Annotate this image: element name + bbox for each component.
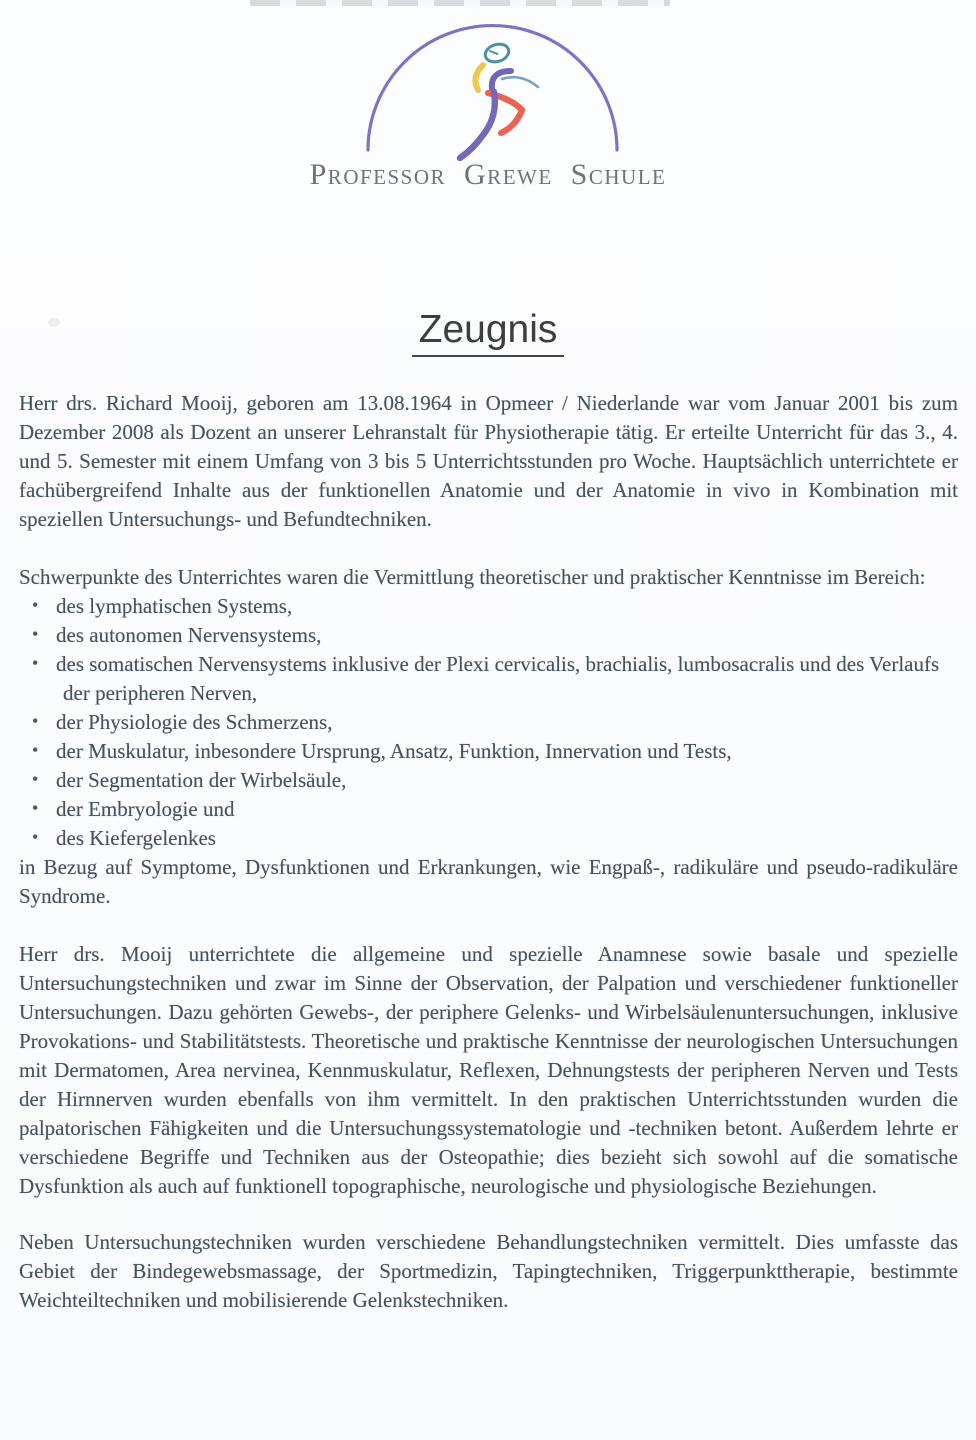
paragraph-list-intro: Schwerpunkte des Unterrichtes waren die Vermittlung theoretischer und praktischer Kenntnisse im Bereich:: [19, 565, 926, 589]
list-item: • des Kiefergelenkes: [19, 824, 958, 853]
figure-left-arm-stroke: [475, 65, 483, 90]
school-name: Professor Grewe Schule: [309, 158, 667, 191]
list-item: • des somatischen Nervensystems inklusive der Plexi cervicalis, brachialis, lumbosacralis und des Verlaufs der peripheren Nerven,: [19, 650, 958, 708]
scan-artifact: [250, 0, 670, 6]
list-item: • des lymphatischen Systems,: [19, 592, 958, 621]
figure-arm-stroke: [502, 77, 538, 87]
topics-list: [19, 592, 958, 853]
list-item: • der Physiologie des Schmerzens,: [19, 708, 958, 737]
paragraph-treatment-techniques: Neben Untersuchungstechniken wurden verschiedene Behandlungstechniken vermittelt. Dies umfasste das Gebiet der Bindegewebsmassage, der Sportmedizin, Tapingtechniken, Triggerpunkttherapie, bestimmte Weichteiltechniken und mobilisierende Gelenkstechniken.: [19, 1230, 958, 1312]
list-item: • der Segmentation der Wirbelsäule,: [19, 766, 958, 795]
list-item: • des autonomen Nervensystems,: [19, 621, 958, 650]
paragraph-list-outro: in Bezug auf Symptome, Dysfunktionen und Erkrankungen, wie Engpaß-, radikuläre und pseudo-radikuläre Syndrome.: [19, 855, 958, 908]
paragraph-teaching-details: Herr drs. Mooij unterrichtete die allgemeine und spezielle Anamnese sowie basale und spezielle Untersuchungstechniken und zwar im Sinne der Observation, der Palpation und verschiedener funktioneller Untersuchungen. Dazu gehörten Gewebs-, der periphere Gelenks- und Wirbelsäulenuntersuchungen, inklusive Provokations- und Stabilitätstests. Theoretische und praktische Kenntnisse der neurologischen Untersuchungen mit Dermatomen, Area nervinea, Kennmuskulatur, Reflexen, Dehnungstests der peripheren Nerven und Tests der Hirnnerven wurden ebenfalls von ihm vermittelt. In den praktischen Unterrichtsstunden wurden die palpatorischen Fähigkeiten und die Untersuchungssystematologie und -techniken betont. Außerdem lehrte er verschiedene Begriffe und Techniken aus der Osteopathie; dies bezieht sich sowohl auf die somatische Dysfunktion als auch auf funktionell topographische, neurologische und physiologische Beziehungen.: [19, 942, 958, 1198]
page-title: Zeugnis: [412, 308, 565, 357]
certificate-body: [19, 389, 958, 1315]
figure-head-icon: [483, 41, 511, 65]
paragraph-employment: Herr drs. Richard Mooij, geboren am 13.08.1964 in Opmeer / Niederlande war vom Januar 2001 bis zum Dezember 2008 als Dozent an unserer Lehranstalt für Physiotherapie tätig. Er erteilte Unterricht für das 3., 4. und 5. Semester mit einem Umfang von 3 bis 5 Unterrichtsstunden pro Woche. Hauptsächlich unterrichtete er fachübergreifend Inhalte aus der funktionellen Anatomie und der Anatomie in vivo in Kombination mit speziellen Untersuchungs- und Befundtechniken.: [19, 391, 958, 531]
title-wrap: [0, 308, 976, 357]
list-item: • der Embryologie und: [19, 795, 958, 824]
list-item: • der Muskulatur, inbesondere Ursprung, Ansatz, Funktion, Innervation und Tests,: [19, 737, 958, 766]
figure-left-leg-stroke: [460, 92, 495, 158]
